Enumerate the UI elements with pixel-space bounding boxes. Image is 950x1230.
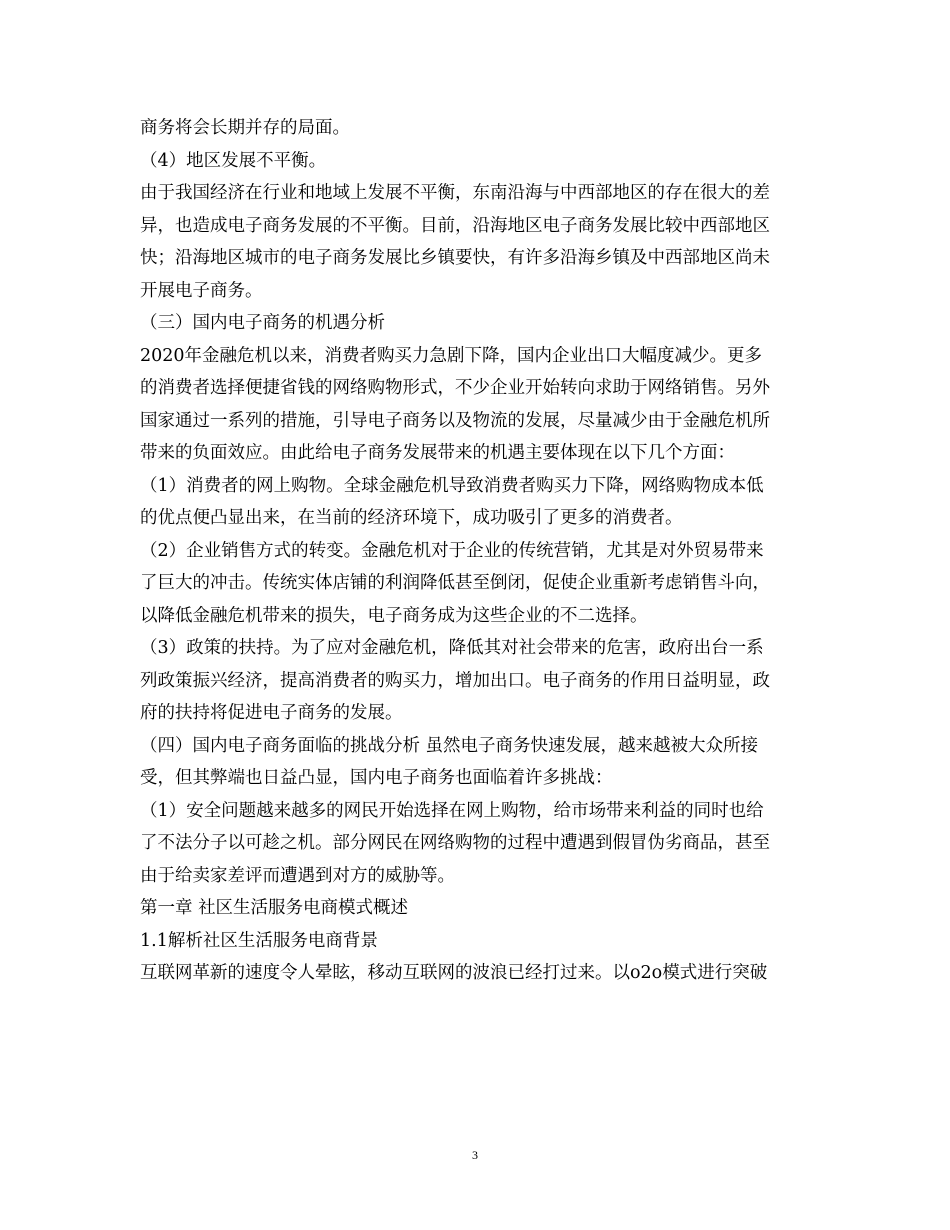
text-line: 府的扶持将促进电子商务的发展。 (140, 703, 403, 723)
text-line: 的消费者选择便捷省钱的网络购物形式，不少企业开始转向求助于网络销售。另外 (140, 378, 770, 398)
text-line: （1）安全问题越来越多的网民开始选择在网上购物，给市场带来利益的同时也给 (140, 800, 764, 821)
text-line: 2020年金融危机以来，消费者购买力急剧下降，国内企业出口大幅度减少。更多 (140, 345, 763, 366)
text-line: 了不法分子以可趁之机。部分网民在网络购物的过程中遭遇到假冒伪劣商品，甚至 (140, 833, 770, 853)
text-line: 异，也造成电子商务发展的不平衡。目前，沿海地区电子商务发展比较中西部地区 (140, 215, 770, 236)
text-line: （3）政策的扶持。为了应对金融危机，降低其对社会带来的危害，政府出台一系 (140, 638, 764, 658)
text-line: 互联网革新的速度令人晕眩，移动互联网的波浪已经打过来。以o2o模式进行突破 (140, 963, 768, 983)
section-heading: （三）国内电子商务的机遇分析 (140, 313, 385, 333)
text-line: 以降低金融危机带来的损失，电子商务成为这些企业的不二选择。 (140, 605, 648, 626)
text-line: 带来的负面效应。由此给电子商务发展带来的机遇主要体现在以下几个方面： (140, 443, 735, 463)
text-line: 国家通过一系列的措施，引导电子商务以及物流的发展，尽量减少由于金融危机所 (140, 410, 770, 431)
text-line: 快；沿海地区城市的电子商务发展比乡镇要快，有许多沿海乡镇及中西部地区尚未 (140, 248, 770, 268)
text-line: 商务将会长期并存的局面。 (140, 118, 350, 138)
text-line: 由于给卖家差评而遭遇到对方的威胁等。 (140, 865, 455, 886)
text-line: 受，但其弊端也日益凸显，国内电子商务也面临着许多挑战： (140, 768, 613, 788)
list-item-heading: （4）地区发展不平衡。 (140, 150, 327, 171)
document-body (140, 112, 820, 990)
text-line: （2）企业销售方式的转变。金融危机对于企业的传统营销，尤其是对外贸易带来 (140, 540, 764, 561)
chapter-heading: 第一章 社区生活服务电商模式概述 (140, 898, 409, 918)
page-number: 3 (472, 1148, 478, 1162)
text-line: 的优点便凸显出来，在当前的经济环境下，成功吸引了更多的消费者。 (140, 508, 683, 528)
text-line: 列政策振兴经济，提高消费者的购买力，增加出口。电子商务的作用日益明显，政 (140, 670, 770, 691)
subsection-heading: 1.1解析社区生活服务电商背景 (140, 930, 378, 951)
text-line: 由于我国经济在行业和地域上发展不平衡，东南沿海与中西部地区的存在很大的差 (140, 183, 770, 203)
text-line: 了巨大的冲击。传统实体店铺的利润降低甚至倒闭，促使企业重新考虑销售斗向， (140, 573, 770, 593)
text-line: 开展电子商务。 (140, 280, 263, 301)
section-heading: （四）国内电子商务面临的挑战分析 虽然电子商务快速发展，越来越被大众所接 (140, 735, 759, 756)
text-line: （1）消费者的网上购物。全球金融危机导致消费者购买力下降，网络购物成本低 (140, 475, 764, 496)
